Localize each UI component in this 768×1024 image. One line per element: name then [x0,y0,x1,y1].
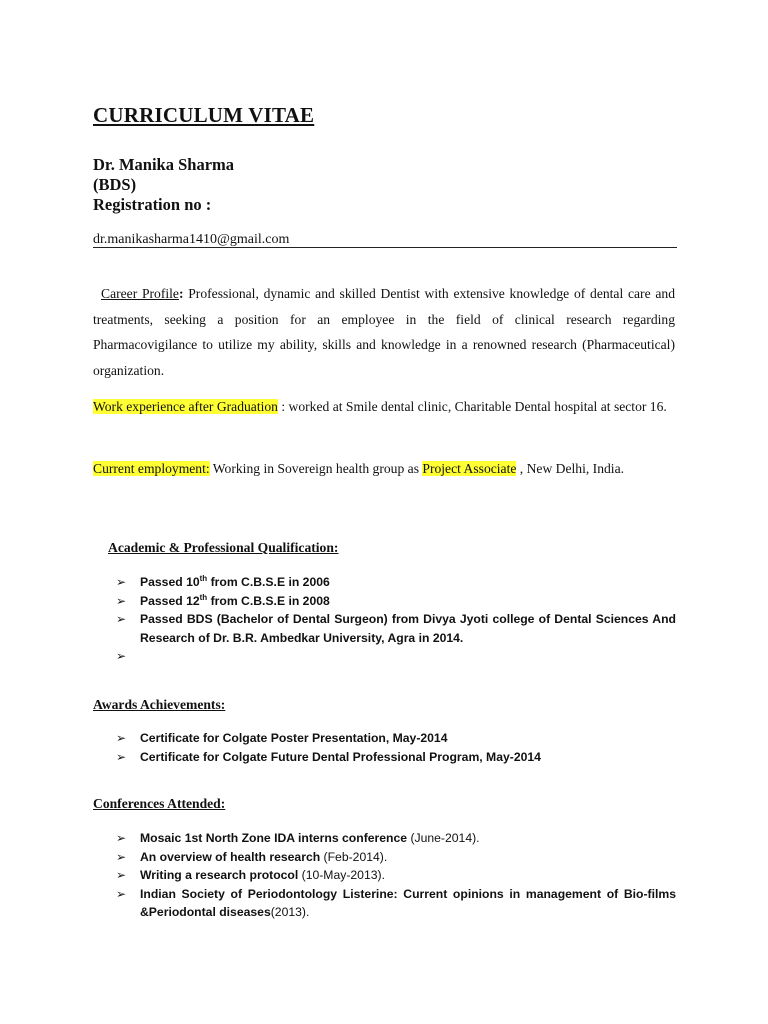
arrow-bullet-icon: ➢ [116,612,127,626]
awards-section-title: Awards Achievements: [93,697,226,712]
qualification-sup: th [199,573,208,583]
current-position: Project Associate [422,461,517,476]
conference-date: (2013). [270,905,310,919]
awards-list [116,729,676,766]
arrow-bullet-icon: ➢ [116,831,127,845]
list-item [116,610,676,647]
career-profile-colon: : [178,286,184,301]
award-text: Certificate for Colgate Future Dental Professional Program, May-2014 [140,749,541,764]
arrow-bullet-icon: ➢ [116,575,127,589]
list-item [116,647,676,668]
work-experience-label: Work experience after Graduation [93,399,278,414]
list-item [116,848,676,867]
qualification-text: Passed 10 [140,575,200,589]
conferences-list [116,829,676,922]
arrow-bullet-icon: ➢ [116,886,127,901]
work-experience-paragraph [93,394,675,420]
conference-date: (Feb-2014). [320,849,388,864]
list-item [116,829,676,848]
conference-name: Writing a research protocol [140,868,299,882]
arrow-bullet-icon: ➢ [116,749,127,764]
email-address[interactable]: dr.manikasharma1410@gmail.com [93,232,290,247]
career-profile-paragraph [93,281,675,383]
arrow-bullet-icon: ➢ [116,849,127,864]
qualification-text: from C.B.S.E in 2006 [207,575,330,589]
current-employment-location: , New Delhi, India. [516,461,624,476]
conference-name: An overview of health research [140,849,321,864]
conference-name: Indian Society of Periodontology Listerine: Current opinions in management of Bio-films &Periodontal diseases [140,886,676,919]
career-profile-text: Professional, dynamic and skilled Dentist with extensive knowledge of dental care and treatments, seeking a position for an employee in the field of clinical research regarding Pharmacovigilance to utilize my ability, skills and knowledge in a renowned research (Pharmaceutical) organization. [93,286,675,378]
arrow-bullet-icon: ➢ [116,593,127,608]
qualification-text: from C.B.S.E in 2008 [207,593,330,608]
list-item [116,866,676,885]
document-title: CURRICULUM VITAE [93,103,315,127]
current-employment-label: Current employment: [93,461,210,476]
list-item [116,748,676,767]
qualification-text: Passed BDS (Bachelor of Dental Surgeon) from Divya Jyoti college of Dental Sciences And Research of Dr. B.R. Ambedkar University, Agra in 2014. [140,612,676,645]
arrow-bullet-icon: ➢ [116,868,127,882]
qualification-section-title: Academic & Professional Qualification: [108,540,339,555]
list-item [116,592,676,611]
conference-date: (10-May-2013). [298,868,385,882]
conferences-section-title: Conferences Attended: [93,796,226,811]
current-employment-paragraph [93,456,675,482]
current-employment-text: Working in Sovereign health group as [209,461,423,476]
qualification-text: Passed 12 [140,593,200,608]
email-line [93,230,677,248]
conference-date: (June-2014). [407,831,480,845]
qualification-list [116,573,676,668]
arrow-bullet-icon: ➢ [116,649,127,663]
arrow-bullet-icon: ➢ [116,731,127,745]
award-text: Certificate for Colgate Poster Presentation, May-2014 [140,731,448,745]
work-experience-text: : worked at Smile dental clinic, Charitable Dental hospital at sector 16. [277,399,667,414]
candidate-degree: (BDS) [93,175,137,194]
candidate-name: Dr. Manika Sharma [93,155,235,174]
list-item [116,729,676,748]
career-profile-label: Career Profile [101,286,179,301]
registration-number: Registration no : [93,195,212,214]
qualification-sup: th [199,592,208,602]
list-item [116,885,676,922]
list-item [116,573,676,592]
conference-name: Mosaic 1st North Zone IDA interns conference [140,831,408,845]
